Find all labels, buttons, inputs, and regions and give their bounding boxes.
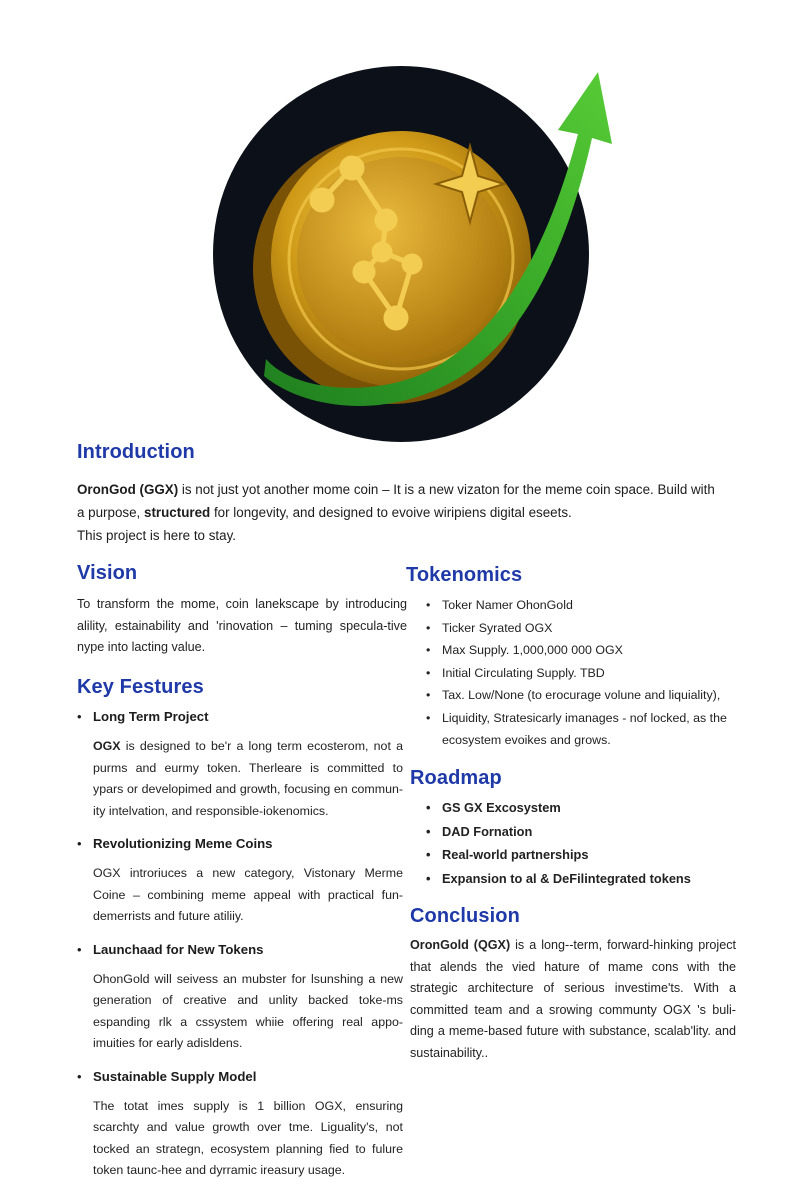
bullet-icon: •: [426, 665, 431, 680]
key-features-section: [77, 706, 403, 1182]
conclusion-section: [410, 935, 736, 1064]
tokenomics-heading: Tokenomics: [406, 564, 523, 586]
bullet-icon: •: [426, 643, 431, 657]
intro-coin-name: OronGod (GGX): [77, 482, 179, 497]
bullet-icon: •: [426, 598, 431, 612]
hero-illustration: [186, 64, 616, 444]
roadmap-heading: Roadmap: [410, 767, 502, 789]
feature-item: [77, 833, 403, 928]
feature-item: [77, 1066, 403, 1182]
conclusion-heading: Conclusion: [410, 905, 520, 927]
bullet-icon: •: [77, 1068, 82, 1084]
intro-line-2: a purpose, structured for longevity, and designed to evoive wiripiens digital eseets.: [77, 505, 572, 520]
bullet-icon: •: [77, 709, 82, 724]
list-item: • DAD Fornation: [410, 820, 750, 844]
key-features-heading: Key Festures: [77, 676, 204, 698]
list-item: • GS GX Excosystem: [410, 796, 750, 820]
bullet-icon: •: [426, 800, 431, 815]
list-item: • Expansion to al & DeFilintegrated tokens: [410, 867, 750, 891]
feature-item: [77, 706, 403, 822]
bullet-icon: •: [426, 620, 431, 635]
feature-title: Sustainable Supply Model: [93, 1068, 257, 1084]
vision-text: To transform the mome, coin lanekscape by introducing alility, estainability and 'rinovation – tuming specula-tive nype into lacting value.: [77, 597, 407, 654]
list-item: • Tax. Low/None (to erocurage volune and liquiality),: [410, 684, 735, 707]
tokenomics-list: [410, 594, 735, 752]
feature-list: [77, 706, 403, 1182]
feature-title: Long Term Project: [93, 709, 209, 724]
conclusion-text: OronGold (QGX) is a long--term, forward-hinking project that alends the vied hature of mame cons with the strategic architecture of serious investime'ts. With a committed team and a srowing communty OGX 's buli-ding a meme-based future with substance, scalab'lity. and sustainability..: [410, 938, 736, 1060]
intro-line-3: This project is here to stay.: [77, 528, 237, 543]
list-item: • Liquidity, Stratesicarly imanages - nof locked, as the ecosystem evoikes and grows.: [410, 707, 735, 752]
feature-description: The totat imes supply is 1 billion OGX, ensuring scarchty and value growth over tme. Liguality's, not tocked an strategn, ecosystem planning fied to fulure token taunc-hee and dyrramic ireasury usage.: [93, 1098, 403, 1177]
list-item: • Toker Namer OhonGold: [410, 594, 735, 617]
feature-description: OGX is designed to be'r a long term ecosterom, not a purms and eurmy token. Therleare is committed to ypars or developimed and growth, focusing en commun-ity intelvation, and responsible-iokenomics.: [93, 739, 403, 818]
roadmap-section: [410, 796, 750, 890]
list-item: • Real-world partnerships: [410, 843, 750, 867]
bullet-icon: •: [426, 710, 431, 725]
bullet-icon: •: [426, 847, 431, 862]
bullet-icon: •: [77, 836, 82, 851]
intro-line-1: OronGod (GGX) is not just yot another mome coin – It is a new vizaton for the meme coin space. Build with: [77, 482, 715, 497]
vision-section: [77, 594, 407, 659]
bullet-icon: •: [77, 941, 82, 957]
tokenomics-section: [410, 594, 735, 752]
list-item: • Ticker Syrated OGX: [410, 617, 735, 640]
introduction-heading: Introduction: [77, 441, 195, 463]
list-item: • Initial Circulating Supply. TBD: [410, 662, 735, 685]
bullet-icon: •: [426, 870, 431, 886]
roadmap-list: [410, 796, 750, 890]
list-item: • Max Supply. 1,000,000 000 OGX: [410, 639, 735, 662]
bullet-icon: •: [426, 823, 431, 839]
feature-description: OhonGold will seivess an mubster for lsunshing a new generation of creative and unlity backed toke-ms espanding rlk a cssystem whiie offering real appo-imuities for early adisldens.: [93, 971, 403, 1050]
feature-title: Revolutionizing Meme Coins: [93, 836, 273, 851]
vision-heading: Vision: [77, 562, 138, 584]
feature-title: Launchaad for New Tokens: [93, 941, 264, 957]
feature-item: [77, 939, 403, 1055]
introduction-text: [77, 478, 742, 547]
feature-description: OGX introriuces a new category, Vistonary Merme Coine – combining meme appeal with practical fun-demerrists and future atiliiy.: [93, 866, 403, 923]
bullet-icon: •: [426, 688, 431, 702]
